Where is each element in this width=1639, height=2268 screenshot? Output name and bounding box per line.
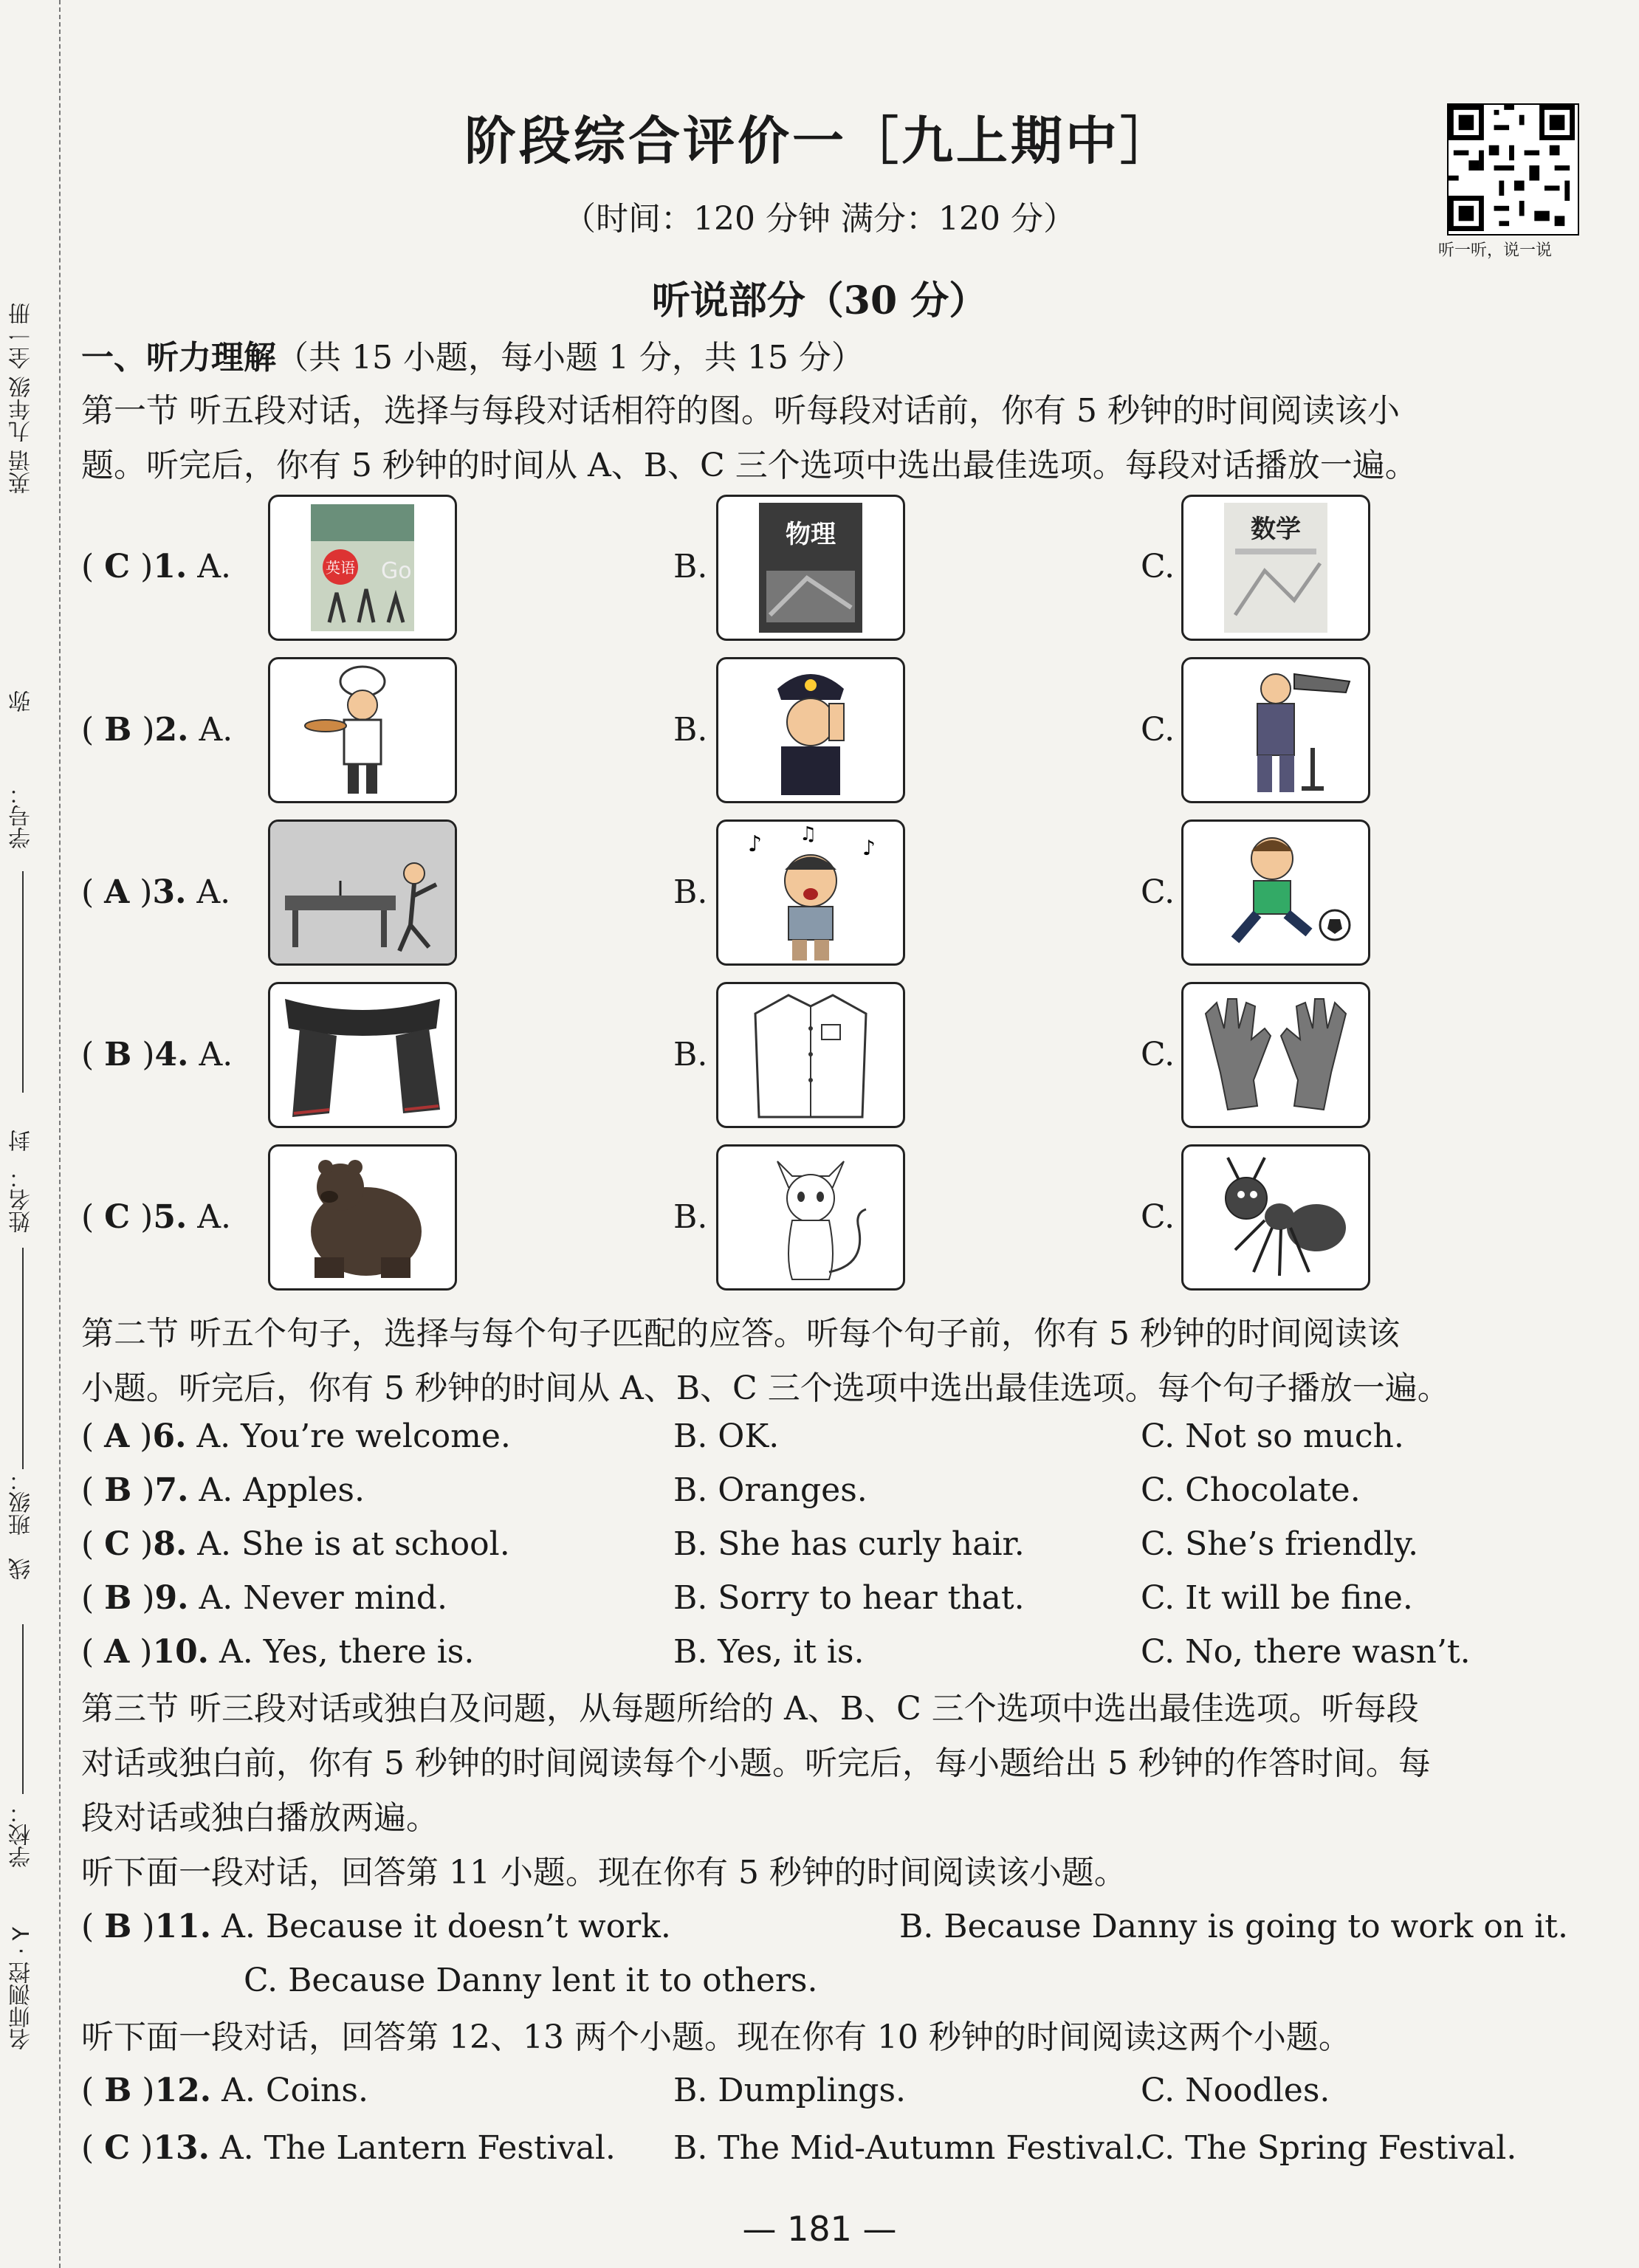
part3-instruction-line: 对话或独白前，你有 5 秒钟的时间阅读每个小题。听完后，每小题给出 5 秒钟的作答时间。每 — [81, 1745, 1431, 1782]
question-row: ( A )10. A. Yes, there is. — [81, 1633, 475, 1671]
option-c[interactable]: C. The Spring Festival. — [1141, 2129, 1517, 2167]
option-image-ant[interactable] — [1181, 1144, 1370, 1291]
answer-blank[interactable]: B — [104, 2072, 132, 2109]
option-a[interactable]: A. Apples. — [199, 1471, 365, 1509]
question-row: ( B )12. A. Coins. — [81, 2072, 368, 2109]
dialog1-instruction: 听下面一段对话，回答第 11 小题。现在你有 5 秒钟的时间阅读该小题。 — [81, 1854, 1127, 1891]
part2-instruction-line: 小题。听完后，你有 5 秒钟的时间从 A、B、C 三个选项中选出最佳选项。每个句子播放一遍。 — [81, 1370, 1450, 1407]
book-title: 物理 — [786, 520, 836, 549]
option-c[interactable]: C. No, there wasn’t. — [1141, 1633, 1471, 1671]
svg-text:♫: ♫ — [800, 823, 817, 845]
part3-instruction — [81, 1682, 1595, 1846]
part1-instruction-line: 第一节 听五段对话，选择与每段对话相符的图。听每段对话前，你有 5 秒钟的时间阅读该小 — [81, 392, 1400, 430]
option-image-math-book[interactable] — [1181, 495, 1370, 641]
option-a[interactable]: A. She is at school. — [197, 1525, 510, 1563]
class-line — [22, 1624, 24, 1794]
question-row: ( B )7. A. Apples. — [81, 1471, 365, 1509]
answer-blank[interactable]: B — [104, 1908, 132, 1945]
option-label: C. — [1141, 548, 1175, 585]
option-b[interactable]: B. Oranges. — [673, 1471, 867, 1509]
part2-instruction — [81, 1307, 1595, 1416]
part1-instruction-line: 题。听完后，你有 5 秒钟的时间从 A、B、C 三个选项中选出最佳选项。每段对话播放一遍。 — [81, 447, 1418, 484]
option-a[interactable]: A. Coins. — [221, 2072, 368, 2109]
option-image-physics-book[interactable] — [716, 495, 905, 641]
option-a[interactable]: A. The Lantern Festival. — [219, 2129, 616, 2167]
svg-text:♪: ♪ — [748, 831, 763, 857]
book-info: 英语 九年级 全一册 — [9, 303, 35, 495]
option-image-cook[interactable] — [268, 657, 457, 803]
option-label: B. — [673, 548, 708, 585]
section-title: 听说部分（30 分） — [651, 278, 988, 323]
option-c[interactable]: C. Chocolate. — [1141, 1471, 1361, 1509]
answer-blank[interactable]: ( B )4. A. — [81, 1036, 233, 1073]
part3-instruction-line: 第三节 听三段对话或独白及问题，从每题所给的 A、B、C 三个选项中选出最佳选项。听每段 — [81, 1690, 1419, 1728]
answer-blank[interactable]: A — [104, 1633, 130, 1671]
option-image-ping-pong[interactable] — [268, 819, 457, 966]
option-c[interactable]: C. She’s friendly. — [1141, 1525, 1419, 1563]
option-a[interactable]: A. Because it doesn’t work. — [221, 1908, 671, 1945]
question-row: ( C )13. A. The Lantern Festival. — [81, 2129, 616, 2167]
answer-blank[interactable]: B — [104, 1579, 132, 1617]
question-row: ( C )8. A. She is at school. — [81, 1525, 510, 1563]
option-image-gloves[interactable] — [1181, 982, 1370, 1128]
svg-text:♪: ♪ — [862, 836, 876, 860]
option-c[interactable]: C. Not so much. — [1141, 1418, 1404, 1455]
option-a[interactable]: A. Yes, there is. — [219, 1633, 475, 1671]
option-label: C. — [1141, 1036, 1175, 1073]
option-b[interactable]: B. Yes, it is. — [673, 1633, 865, 1671]
option-label: C. — [1141, 873, 1175, 911]
question-row: ( B )11. A. Because it doesn’t work. — [81, 1908, 671, 1945]
answer-blank[interactable]: ( C )1. A. — [81, 548, 232, 585]
option-c[interactable]: C. Because Danny lent it to others. — [244, 1962, 818, 1999]
page-number: — 181 — — [742, 2209, 897, 2249]
option-label: B. — [673, 711, 708, 749]
class-label: 班级： — [9, 1469, 35, 1536]
page-title: 阶段综合评价一［九上期中］ — [464, 110, 1175, 171]
option-label: C. — [1141, 1198, 1175, 1236]
student-id-line — [22, 871, 24, 1093]
dialog2-instruction: 听下面一段对话，回答第 12、13 两个小题。现在你有 10 秒钟的时间阅读这两个小题。 — [81, 2018, 1351, 2056]
option-image-police[interactable] — [716, 657, 905, 803]
answer-blank[interactable]: ( B )2. A. — [81, 711, 233, 749]
part2-instruction-line: 第二节 听五个句子，选择与每个句子匹配的应答。听每个句子前，你有 5 秒钟的时间阅读该 — [81, 1315, 1400, 1353]
answer-blank[interactable]: C — [104, 1525, 131, 1563]
name-label: 姓名： — [9, 1166, 35, 1233]
option-image-bear[interactable] — [268, 1144, 457, 1291]
option-c[interactable]: C. It will be fine. — [1141, 1579, 1413, 1617]
exam-time-score: （时间：120 分钟 满分：120 分） — [563, 200, 1076, 238]
option-image-shirt[interactable] — [716, 982, 905, 1128]
binding-margin — [0, 0, 61, 2268]
option-image-singing-boy[interactable] — [716, 819, 905, 966]
school-label: 学校： — [9, 1801, 35, 1868]
part1-heading — [81, 331, 864, 378]
qr-code-icon — [1449, 105, 1575, 231]
option-label: B. — [673, 1036, 708, 1073]
option-c[interactable]: C. Noodles. — [1141, 2072, 1330, 2109]
qr-code[interactable] — [1447, 103, 1579, 236]
qr-caption: 听一听，说一说 — [1438, 241, 1553, 260]
part1-note: （共 15 小题，每小题 1 分，共 15 分） — [276, 339, 864, 377]
option-image-english-book[interactable] — [268, 495, 457, 641]
option-image-scarf[interactable] — [268, 982, 457, 1128]
student-id-label: 学号： — [9, 783, 35, 849]
svg-text:Go: Go — [381, 558, 412, 584]
question-row: ( A )6. A. You’re welcome. — [81, 1418, 511, 1455]
option-b[interactable]: B. The Mid-Autumn Festival. — [673, 2129, 1144, 2167]
part1-instruction — [81, 384, 1595, 493]
name-line — [22, 1248, 24, 1469]
option-label: B. — [673, 873, 708, 911]
option-b[interactable]: B. She has curly hair. — [673, 1525, 1025, 1563]
answer-blank[interactable]: ( A )3. A. — [81, 873, 231, 911]
publisher-mark: 名师测控 · Y — [9, 1927, 35, 2050]
option-b[interactable]: B. OK. — [673, 1418, 780, 1455]
part1-label: 一、听力理解 — [81, 339, 276, 377]
cut-mark-top: 弥 — [9, 690, 35, 712]
option-image-plumber[interactable] — [1181, 657, 1370, 803]
option-a[interactable]: A. Never mind. — [199, 1579, 447, 1617]
option-image-football-boy[interactable] — [1181, 819, 1370, 966]
option-label: B. — [673, 1198, 708, 1236]
answer-blank[interactable]: C — [104, 2129, 131, 2167]
option-b[interactable]: B. Because Danny is going to work on it. — [899, 1908, 1568, 1945]
option-label: C. — [1141, 711, 1175, 749]
answer-blank[interactable]: A — [104, 1418, 130, 1455]
book-title: 英语 — [326, 559, 355, 577]
answer-blank[interactable]: ( C )5. A. — [81, 1198, 232, 1236]
line-mark: 线 — [9, 1558, 35, 1580]
option-image-cat[interactable] — [716, 1144, 905, 1291]
answer-blank[interactable]: B — [104, 1471, 132, 1509]
question-row: ( B )9. A. Never mind. — [81, 1579, 447, 1617]
option-b[interactable]: B. Sorry to hear that. — [673, 1579, 1025, 1617]
option-b[interactable]: B. Dumplings. — [673, 2072, 907, 2109]
option-a[interactable]: A. You’re welcome. — [196, 1418, 511, 1455]
part3-instruction-line: 段对话或独白播放两遍。 — [81, 1799, 439, 1837]
seal-mark: 封 — [9, 1130, 35, 1152]
book-title: 数学 — [1251, 515, 1301, 544]
